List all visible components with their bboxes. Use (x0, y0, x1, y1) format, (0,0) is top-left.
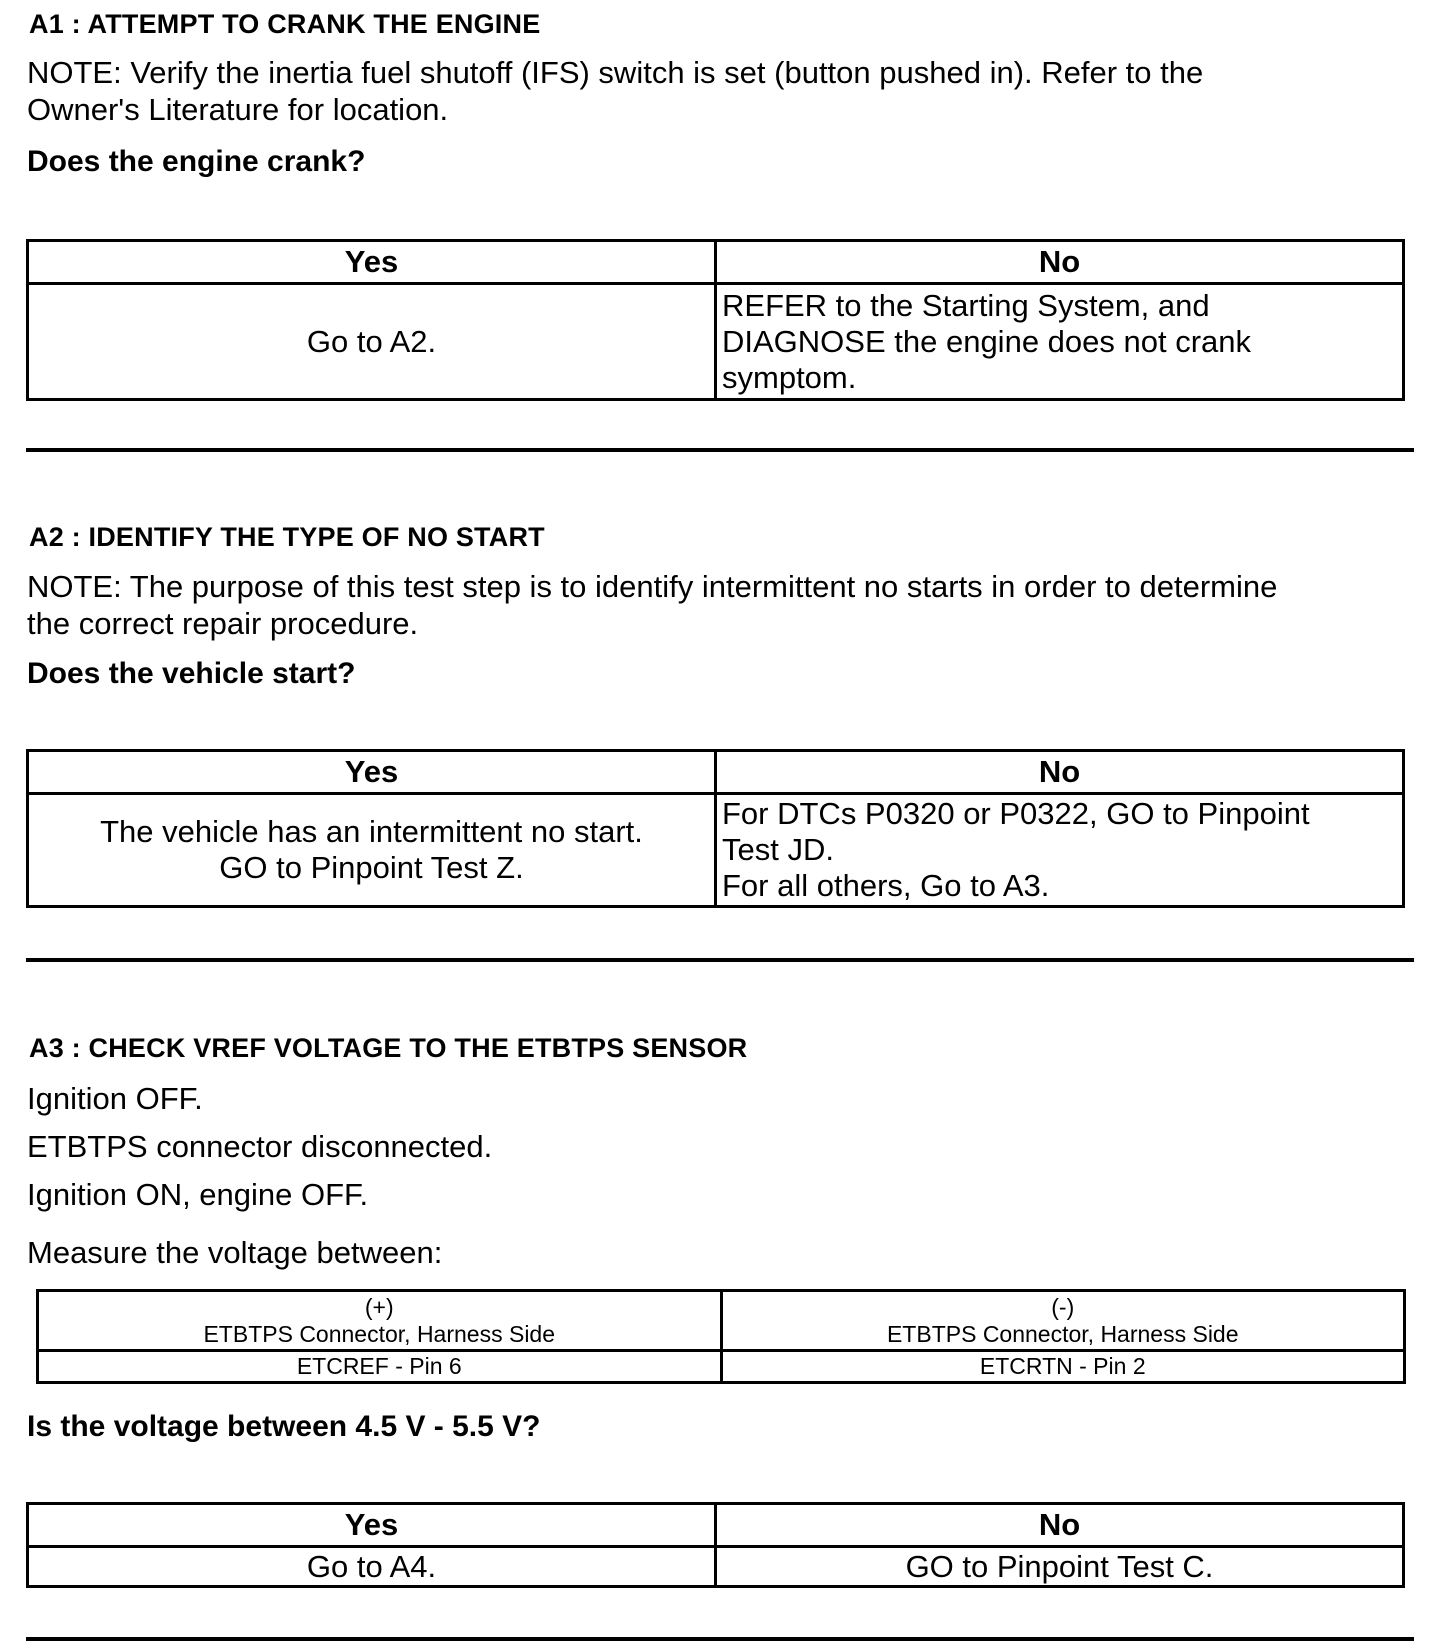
step-a1-note (27, 54, 1203, 128)
section-divider (26, 448, 1414, 452)
yes-header: Yes (28, 1504, 716, 1547)
section-divider (26, 1637, 1414, 1641)
measure-plus-header (38, 1291, 722, 1351)
no-cell (716, 284, 1404, 400)
no-cell-line: For all others, Go to A3. (722, 868, 1050, 903)
step-a3-question: Is the voltage between 4.5 V - 5.5 V? (27, 1410, 541, 1443)
step-a1-note-line2: Owner's Literature for location. (27, 92, 449, 127)
yes-cell (28, 794, 716, 907)
step-a2-note-line2: the correct repair procedure. (27, 606, 419, 641)
yes-cell: Go to A4. (28, 1547, 716, 1587)
minus-symbol: (-) (1051, 1293, 1075, 1320)
no-cell-line: REFER to the Starting System, and (722, 287, 1210, 323)
no-header: No (716, 751, 1404, 794)
plus-pin: ETCREF - Pin 6 (38, 1351, 722, 1383)
step-a2-answer-table (26, 749, 1405, 908)
measure-label: Measure the voltage between: (27, 1235, 443, 1270)
yes-cell: Go to A2. (28, 284, 716, 400)
no-header: No (716, 241, 1404, 284)
yes-header: Yes (28, 751, 716, 794)
step-a1-answer-table (26, 239, 1405, 401)
step-a3-answer-table (26, 1502, 1405, 1588)
plus-connector-label: ETBTPS Connector, Harness Side (203, 1320, 556, 1347)
no-cell-line: symptom. (722, 359, 857, 395)
step-a3-heading: A3 : CHECK VREF VOLTAGE TO THE ETBTPS SENSOR (29, 1033, 748, 1063)
yes-cell-line: GO to Pinpoint Test Z. (219, 850, 524, 885)
section-divider (26, 958, 1414, 962)
measure-table (36, 1289, 1406, 1384)
step-a3-instruction: Ignition OFF. (27, 1081, 203, 1116)
step-a3-instruction: ETBTPS connector disconnected. (27, 1129, 493, 1164)
step-a3-instruction: Ignition ON, engine OFF. (27, 1177, 369, 1212)
step-a2-question: Does the vehicle start? (27, 657, 356, 690)
step-a2-note-line1: NOTE: The purpose of this test step is to identify intermittent no starts in order to determine (27, 569, 1278, 604)
no-cell (716, 794, 1404, 907)
minus-connector-label: ETBTPS Connector, Harness Side (886, 1320, 1239, 1347)
yes-header: Yes (28, 241, 716, 284)
step-a1-question: Does the engine crank? (27, 145, 366, 178)
step-a1-heading: A1 : ATTEMPT TO CRANK THE ENGINE (29, 9, 541, 39)
minus-pin: ETCRTN - Pin 2 (721, 1351, 1405, 1383)
plus-symbol: (+) (364, 1293, 394, 1320)
step-a2-heading: A2 : IDENTIFY THE TYPE OF NO START (29, 522, 545, 552)
no-cell: GO to Pinpoint Test C. (716, 1547, 1404, 1587)
yes-cell-line: The vehicle has an intermittent no start. (100, 814, 643, 849)
step-a2-note (27, 568, 1277, 642)
step-a1-note-line1: NOTE: Verify the inertia fuel shutoff (IFS) switch is set (button pushed in). Refer to the (27, 55, 1204, 90)
no-cell-line: For DTCs P0320 or P0322, GO to Pinpoint (722, 796, 1310, 831)
no-cell-line: Test JD. (722, 832, 834, 867)
no-header: No (716, 1504, 1404, 1547)
no-cell-line: DIAGNOSE the engine does not crank (722, 323, 1252, 359)
measure-minus-header (721, 1291, 1405, 1351)
